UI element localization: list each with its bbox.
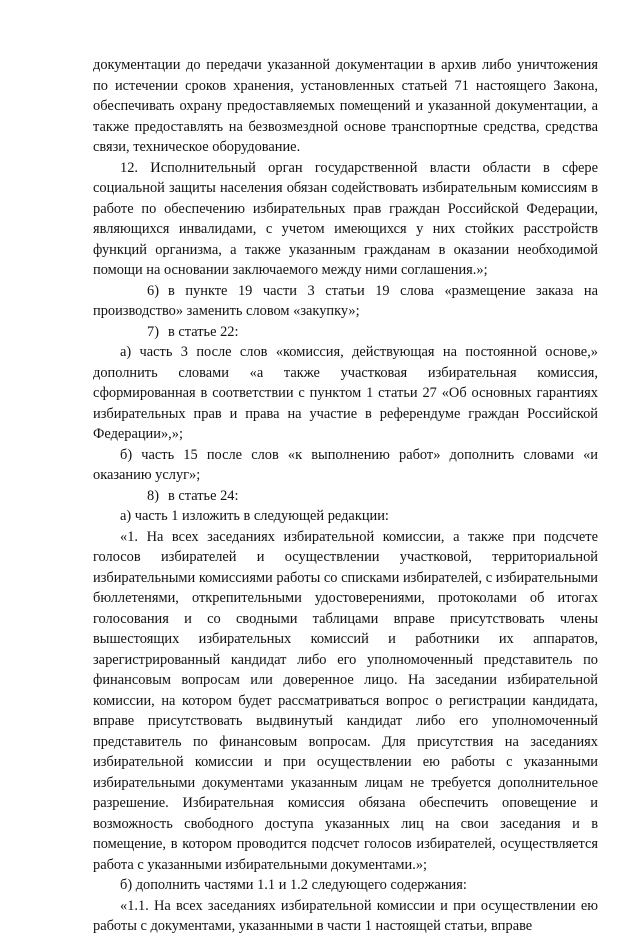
paragraph-item-12: 12. Исполнительный орган государственной власти области в сфере социальной защиты населения обязан содействовать избирательным комиссиям в работе по обеспечению избирательных прав граждан Российской Федерации, являющихся инвалидами, с учетом имеющихся у них стойких расстройств функций организма, а также указанным гражданам в оказании необходимой помощи на основании заключаемого между ними соглашения.»; xyxy=(93,159,598,278)
item-number: 8) xyxy=(147,487,159,504)
paragraph-subitem-a: а) часть 3 после слов «комиссия, действующая на постоянной основе,» дополнить словами «а также участковая избирательная комиссия, сформированная в соответствии с пунктом 1 статьи 27 «Об основных гарантиях избирательных прав и права на участие в референдуме граждан Российской Федерации»,»; xyxy=(93,344,598,442)
paragraph-text: в статье 24: xyxy=(168,487,239,504)
paragraph-subitem-a: а) часть 1 изложить в следующей редакции: xyxy=(120,508,389,524)
paragraph-item-7 xyxy=(93,322,598,343)
document-page xyxy=(93,55,598,937)
paragraph-quoted-part-1: «1. На всех заседаниях избирательной комиссии, а также при подсчете голосов избирателей и осуществлении участковой, территориальной избирательными комиссиями работы со списками избирателей, с избирательными бюллетенями, открепительными удостоверениями, протоколами об итогах голосования и со сводными таблицами вправе присутствовать члены вышестоящих избирательных комиссий и работники их аппаратов, зарегистрированный кандидат либо его уполномоченный представитель по финансовым вопросам или доверенное лицо. На заседании избирательной комиссии, на котором будет рассматриваться вопрос о регистрации кандидата, вправе присутствовать выдвинутый кандидат либо его уполномоченный представитель по финансовым вопросам. Для присутствия на заседаниях избирательной комиссии и при осуществлении ею работы с указанными избирательными документами указанным лицам не требуется дополнительное разрешение. Избирательная комиссия обязана обеспечить оповещение и возможность свободного доступа указанных лиц на свои заседания и в помещение, в котором проводится подсчет голосов избирателей, осуществляется работа с указанными избирательными документами.»; xyxy=(93,528,598,873)
paragraph-continuation: документации до передачи указанной документации в архив либо уничтожения по истечении сроков хранения, установленных статьей 71 настоящего Закона, обеспечивать охрану предоставляемых помещений и указанной документации, а также предоставлять на безвозмездной основе транспортные средства, средства связи, техническое оборудование. xyxy=(93,57,598,155)
paragraph-subitem-b: б) часть 15 после слов «к выполнению работ» дополнить словами «и оказанию услуг»; xyxy=(93,446,598,483)
paragraph-text: в статье 22: xyxy=(168,323,239,340)
paragraph-subitem-b: б) дополнить частями 1.1 и 1.2 следующего содержания: xyxy=(120,877,467,893)
paragraph-item-6 xyxy=(93,281,598,322)
item-number: 7) xyxy=(147,323,159,340)
paragraph-text: в пункте 19 части 3 статьи 19 слова «размещение заказа на производство» заменить словом «закупку»; xyxy=(93,282,598,319)
item-number: 6) xyxy=(147,282,159,299)
paragraph-quoted-part-1-1: «1.1. На всех заседаниях избирательной комиссии и при осуществлении ею работы с документами, указанными в части 1 настоящей статьи, вправе xyxy=(93,897,598,934)
paragraph-item-8 xyxy=(93,486,598,507)
